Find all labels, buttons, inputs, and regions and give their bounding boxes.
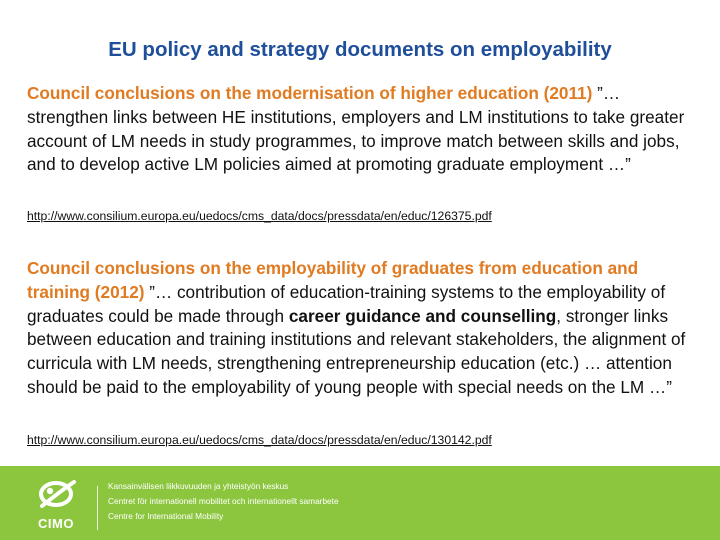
slide-title: EU policy and strategy documents on employability (108, 38, 612, 61)
policy-block-2012 (27, 257, 702, 400)
policy-quote-2011: ”… strengthen links between HE institutions, employers and LM institutions to take greater account of LM needs in study programmes, to improve match between skills and jobs, and to develop active LM policies aimed at promoting graduate employment …” (27, 83, 685, 175)
policy-block-2011 (27, 82, 702, 177)
cimo-logo-icon (26, 476, 86, 516)
policy-heading-2012: Council conclusions on the employability of graduates from education and training (2012) (27, 258, 639, 302)
footer-line-en: Centre for International Mobility (108, 511, 224, 521)
cimo-logo (26, 476, 86, 532)
policy-quote-2012-part2: , stronger links between education and training institutions and relevant stakeholders, the alignment of curricula with LM needs, strengthening entrepreneurship education (etc.) … attention should be paid to the employability of young people with special needs on the LM …” (27, 305, 686, 397)
footer-organisation-names (108, 479, 339, 524)
policy-quote-2012-part1: ”… contribution of education-training systems to the employability of graduates could be made through (27, 281, 666, 326)
cimo-logo-text: CIMO (38, 516, 74, 531)
footer-divider (97, 486, 98, 530)
policy-link-2011[interactable]: http://www.consilium.europa.eu/uedocs/cms_data/docs/pressdata/en/educ/126375.pdf (27, 209, 492, 223)
footer-line-sv: Centret för internationell mobilitet och internationellt samarbete (108, 496, 339, 506)
footer-bar (0, 466, 720, 540)
footer-line-fi: Kansainvälisen liikkuvuuden ja yhteistyön keskus (108, 481, 289, 491)
policy-link-2012[interactable]: http://www.consilium.europa.eu/uedocs/cms_data/docs/pressdata/en/educ/130142.pdf (27, 433, 492, 447)
policy-heading-2011: Council conclusions on the modernisation of higher education (2011) (27, 83, 593, 103)
policy-quote-2012-emphasis: career guidance and counselling (288, 305, 557, 326)
